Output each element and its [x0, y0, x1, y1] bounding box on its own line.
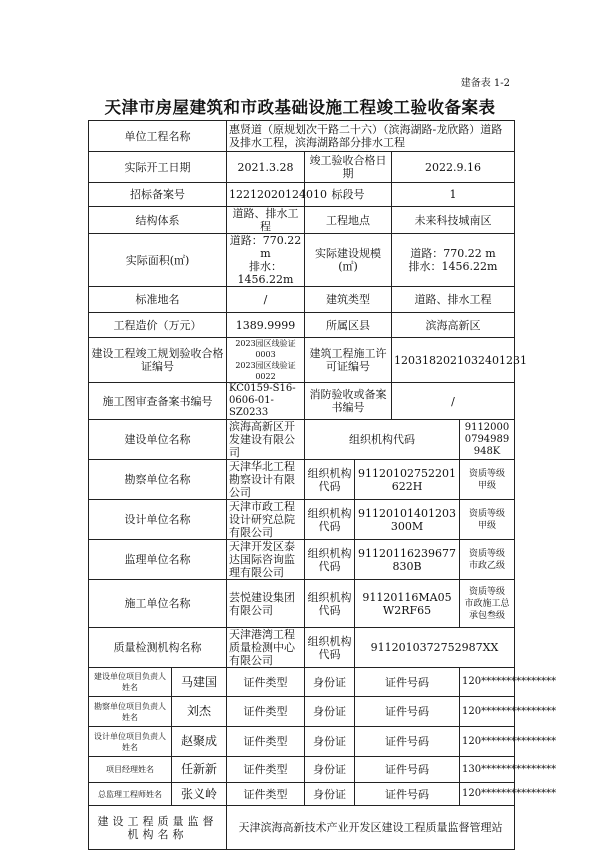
row-quality-supervision [89, 806, 515, 850]
builder-unit-grade-cell [460, 580, 515, 628]
id-type-label: 证件类型 [227, 668, 305, 697]
testing-unit-label: 质量检测机构名称 [89, 628, 227, 668]
person-name: 张义岭 [172, 783, 227, 806]
id-number-label: 证件号码 [355, 668, 460, 697]
supervision-unit-code: 91120116239677830B [355, 540, 460, 580]
section-no-label: 标段号 [305, 183, 392, 207]
design-unit-grade: 甲级 [477, 520, 496, 531]
row-person-1 [89, 697, 515, 727]
row-testing-unit [89, 628, 515, 668]
fire-acceptance-value: / [392, 383, 515, 420]
person-role: 总监理工程师姓名 [89, 783, 172, 806]
drawing-review-label: 施工图审查备案书编号 [89, 383, 227, 420]
bid-record-label: 招标备案号 [89, 183, 227, 207]
builder-unit-grade: 市政施工总承包叁级 [464, 598, 510, 621]
row-supervision-unit [89, 540, 515, 580]
id-number-value: 120*************** [460, 697, 515, 727]
person-role: 项目经理姓名 [89, 757, 172, 783]
district-label: 所属区县 [305, 313, 392, 338]
area-label: 实际面积(㎡) [89, 234, 227, 287]
id-number-value: 120*************** [460, 668, 515, 697]
survey-unit-code: 91120102752201622H [355, 460, 460, 500]
builder-unit-grade-label: 资质等级 [468, 586, 505, 597]
landmark-label: 标准地名 [89, 287, 227, 313]
structure-value: 道路、排水工程 [227, 207, 305, 234]
row-person-2 [89, 727, 515, 757]
id-type-value: 身份证 [305, 668, 355, 697]
form-number: 建备表 1-2 [460, 78, 510, 89]
cost-value: 1389.9999 [227, 313, 305, 338]
start-date-label: 实际开工日期 [89, 152, 227, 183]
survey-unit-code-label: 组织机构代码 [305, 460, 355, 500]
survey-unit-grade-cell [460, 460, 515, 500]
row-drawing [89, 383, 515, 420]
row-planning [89, 338, 515, 383]
person-role: 设计单位项目负责人姓名 [89, 727, 172, 757]
id-type-label: 证件类型 [227, 783, 305, 806]
row-landmark [89, 287, 515, 313]
district-value: 滨海高新区 [392, 313, 515, 338]
builder-unit-code: 91120116MA05W2RF65 [355, 580, 460, 628]
record-table [88, 120, 557, 850]
acceptance-date-label: 竣工验收合格日期 [305, 152, 392, 183]
bid-record-value: 12212020124010 [227, 183, 305, 207]
row-design-unit [89, 500, 515, 540]
survey-unit-grade: 甲级 [477, 480, 496, 491]
construction-unit-label: 建设单位名称 [89, 420, 227, 460]
person-role: 建设单位项目负责人姓名 [89, 668, 172, 697]
id-type-label: 证件类型 [227, 727, 305, 757]
id-type-value: 身份证 [305, 757, 355, 783]
id-type-value: 身份证 [305, 783, 355, 806]
area-line-drain: 排水：1456.22m [237, 260, 294, 286]
row-builder-unit [89, 580, 515, 628]
planning-cert-line2: 2023园区线验证0022 [235, 361, 296, 381]
design-unit-grade-cell [460, 500, 515, 540]
row-area [89, 234, 515, 287]
scale-line-drain: 排水：1456.22m [408, 260, 498, 273]
construction-unit-code-label: 组织机构代码 [305, 420, 460, 460]
page-title: 天津市房屋建筑和市政基础设施工程竣工验收备案表 [104, 98, 496, 117]
fire-acceptance-label: 消防验收或备案书编号 [305, 383, 392, 420]
start-date-value: 2021.3.28 [227, 152, 305, 183]
row-person-0 [89, 668, 515, 697]
survey-unit-name: 天津华北工程勘察设计有限公司 [227, 460, 305, 500]
builder-unit-name: 芸悦建设集团有限公司 [227, 580, 305, 628]
project-name-value: 惠贤道（原规划次干路二十六）（滨海湖路-龙欣路）道路及排水工程，滨海湖路部分排水工程 [227, 121, 515, 152]
design-unit-code: 91120101401203300M [355, 500, 460, 540]
id-number-value: 120*************** [460, 783, 515, 806]
supervision-unit-grade-cell [460, 540, 515, 580]
builder-unit-label: 施工单位名称 [89, 580, 227, 628]
id-type-value: 身份证 [305, 727, 355, 757]
supervision-unit-label: 监理单位名称 [89, 540, 227, 580]
person-name: 任新新 [172, 757, 227, 783]
building-type-label: 建筑类型 [305, 287, 392, 313]
drawing-review-value: KC0159-S16-0606-01-SZ0233 [227, 383, 305, 420]
supervision-unit-code-label: 组织机构代码 [305, 540, 355, 580]
construction-unit-name: 滨海高新区开发建设有限公司 [227, 420, 305, 460]
id-number-label: 证件号码 [355, 727, 460, 757]
row-construction-unit [89, 420, 515, 460]
id-type-label: 证件类型 [227, 757, 305, 783]
structure-label: 结构体系 [89, 207, 227, 234]
planning-cert-line1: 2023园区线验证0003 [235, 339, 296, 359]
row-cost [89, 313, 515, 338]
row-structure [89, 207, 515, 234]
quality-supervision-label: 建设工程质量监督机构名称 [89, 806, 227, 850]
construction-permit-value: 1203182021032401231 [392, 338, 515, 383]
cost-label: 工程造价（万元） [89, 313, 227, 338]
person-name: 马建国 [172, 668, 227, 697]
construction-unit-code: 91120000794989948K [460, 420, 515, 460]
scale-line-road: 道路：770.22 m [410, 247, 496, 260]
location-label: 工程地点 [305, 207, 392, 234]
scale-value [392, 234, 515, 287]
id-number-label: 证件号码 [355, 783, 460, 806]
location-value: 未来科技城南区 [392, 207, 515, 234]
id-number-label: 证件号码 [355, 757, 460, 783]
planning-cert-value [227, 338, 305, 383]
row-person-4 [89, 783, 515, 806]
design-unit-code-label: 组织机构代码 [305, 500, 355, 540]
id-type-value: 身份证 [305, 697, 355, 727]
person-name: 赵聚成 [172, 727, 227, 757]
id-number-value: 120*************** [460, 727, 515, 757]
row-person-3 [89, 757, 515, 783]
section-no-value: 1 [392, 183, 515, 207]
supervision-unit-grade-label: 资质等级 [468, 548, 505, 559]
landmark-value: / [227, 287, 305, 313]
design-unit-label: 设计单位名称 [89, 500, 227, 540]
testing-unit-code: 911201037275298​7XX [355, 628, 515, 668]
supervision-unit-grade: 市政乙级 [468, 560, 505, 571]
row-bid [89, 183, 515, 207]
design-unit-name: 天津市政工程设计研究总院有限公司 [227, 500, 305, 540]
acceptance-date-value: 2022.9.16 [392, 152, 515, 183]
scale-label: 实际建设规模(㎡) [305, 234, 392, 287]
area-value [227, 234, 305, 287]
quality-supervision-value: 天津滨海高新技术产业开发区建设工程质量监督管理站 [227, 806, 515, 850]
project-name-label: 单位工程名称 [89, 121, 227, 152]
supervision-unit-name: 天津开发区泰达国际咨询监理有限公司 [227, 540, 305, 580]
building-type-value: 道路、排水工程 [392, 287, 515, 313]
row-survey-unit [89, 460, 515, 500]
row-dates [89, 152, 515, 183]
survey-unit-grade-label: 资质等级 [468, 468, 505, 479]
design-unit-grade-label: 资质等级 [468, 508, 505, 519]
row-project-name [89, 121, 515, 152]
builder-unit-code-label: 组织机构代码 [305, 580, 355, 628]
planning-cert-label: 建设工程竣工规划验收合格证编号 [89, 338, 227, 383]
id-number-value: 130*************** [460, 757, 515, 783]
id-type-label: 证件类型 [227, 697, 305, 727]
area-line-road: 道路：770.22 m [229, 234, 302, 260]
id-number-label: 证件号码 [355, 697, 460, 727]
person-name: 刘杰 [172, 697, 227, 727]
testing-unit-name: 天津港湾工程质量检测中心有限公司 [227, 628, 305, 668]
person-role: 勘察单位项目负责人姓名 [89, 697, 172, 727]
construction-permit-label: 建筑工程施工许可证编号 [305, 338, 392, 383]
survey-unit-label: 勘察单位名称 [89, 460, 227, 500]
testing-unit-code-label: 组织机构代码 [305, 628, 355, 668]
